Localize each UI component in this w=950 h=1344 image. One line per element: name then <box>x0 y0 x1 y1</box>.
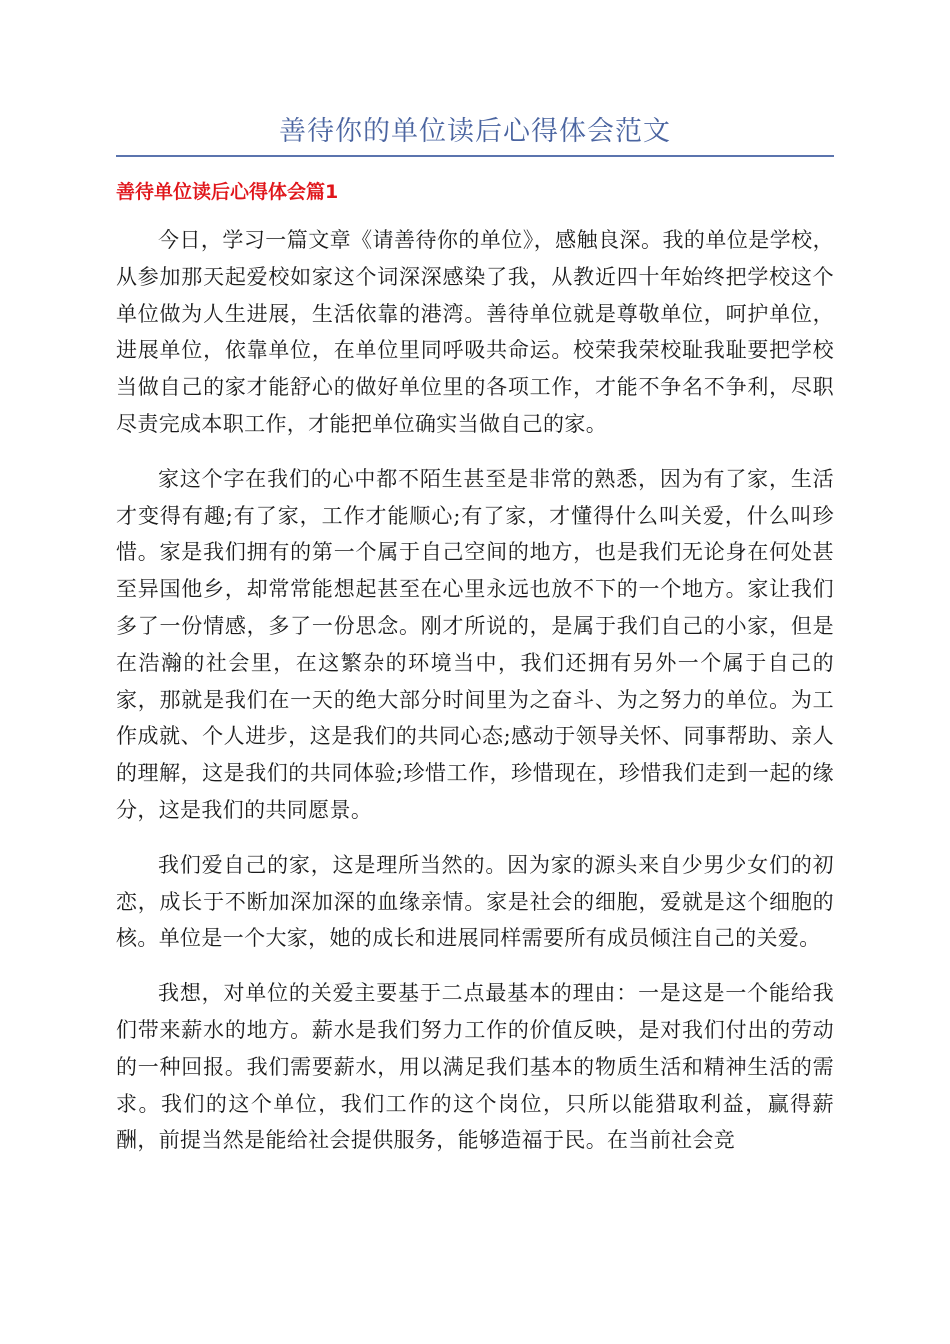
body-paragraph-1: 今日，学习一篇文章《请善待你的单位》，感触良深。我的单位是学校，从参加那天起爱校如家这个词深深感染了我，从教近四十年始终把学校这个单位做为人生进展，生活依靠的港湾。善待单位就是尊敬单位，呵护单位，进展单位，依靠单位，在单位里同呼吸共命运。校荣我荣校耻我耻要把学校当做自己的家才能舒心的做好单位里的各项工作，才能不争名不争利，尽职尽责完成本职工作，才能把单位确实当做自己的家。 <box>116 228 834 436</box>
body-paragraph-3: 我们爱自己的家，这是理所当然的。因为家的源头来自少男少女们的初恋，成长于不断加深加深的血缘亲情。家是社会的细胞，爱就是这个细胞的核。单位是一个大家，她的成长和进展同样需要所有成员倾注自己的关爱。 <box>116 852 834 951</box>
body-paragraph-2: 家这个字在我们的心中都不陌生甚至是非常的熟悉，因为有了家，生活才变得有趣;有了家，工作才能顺心;有了家，才懂得什么叫关爱，什么叫珍惜。家是我们拥有的第一个属于自己空间的地方，也是我们无论身在何处甚至异国他乡，却常常能想起甚至在心里永远也放不下的一个地方。家让我们多了一份情感，多了一份思念。刚才所说的，是属于我们自己的小家，但是在浩瀚的社会里，在这繁杂的环境当中，我们还拥有另外一个属于自己的家，那就是我们在一天的绝大部分时间里为之奋斗、为之努力的单位。为工作成就、个人进步，这是我们的共同心态;感动于领导关怀、同事帮助、亲人的理解，这是我们的共同体验;珍惜工作，珍惜现在，珍惜我们走到一起的缘分，这是我们的共同愿景。 <box>116 466 834 822</box>
document-body <box>116 222 834 1177</box>
document-title: 善待你的单位读后心得体会范文 <box>279 116 671 147</box>
section-heading: 善待单位读后心得体会篇1 <box>116 181 339 203</box>
body-paragraph-4: 我想，对单位的关爱主要基于二点最基本的理由：一是这是一个能给我们带来薪水的地方。薪水是我们努力工作的价值反映，是对我们付出的劳动的一种回报。我们需要薪水，用以满足我们基本的物质生活和精神生活的需求。我们的这个单位，我们工作的这个岗位，只所以能猎取利益，赢得薪酬，前提当然是能给社会提供服务，能够造福于民。在当前社会竞 <box>116 981 834 1153</box>
title-divider <box>116 155 834 157</box>
